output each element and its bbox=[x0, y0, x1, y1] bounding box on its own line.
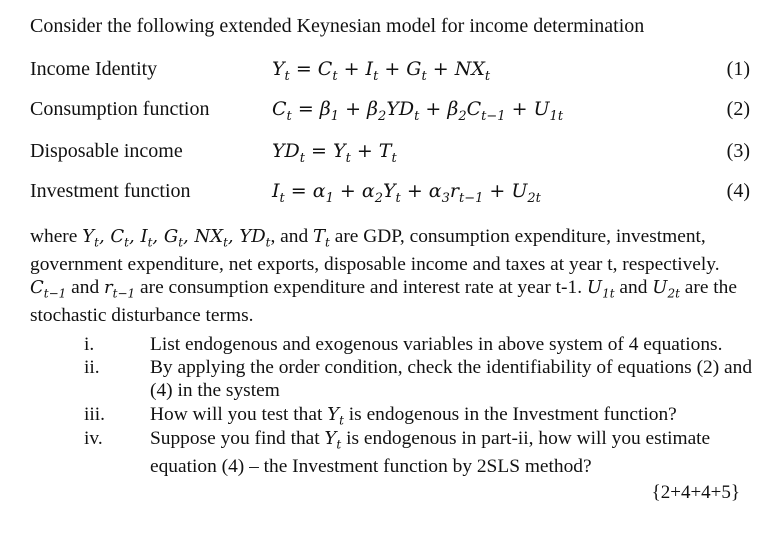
equation-number: (1) bbox=[726, 58, 750, 80]
question-text: How will you test that $Y_t$ is endogenous in the Investment function? bbox=[150, 404, 677, 428]
equation-label: Income Identity bbox=[30, 58, 158, 80]
consumption-function-equation: $C_t = \beta_1 + \beta_2YD_t + \beta_2C_{t-1} + U_{1t}$ bbox=[272, 98, 564, 124]
question-number: iii. bbox=[84, 404, 106, 425]
problem-intro: Consider the following extended Keynesian model for income determination bbox=[30, 15, 645, 37]
question-text: Suppose you find that $Y_t$ is endogenous in part-ii, how will you estimate equation (4) – the Investment function by 2SLS method? bbox=[150, 428, 711, 478]
question-number: iv. bbox=[84, 428, 103, 449]
equation-label: Disposable income bbox=[30, 140, 183, 162]
equation-number: (4) bbox=[726, 180, 750, 202]
question-number: i. bbox=[84, 334, 95, 355]
marks-allocation: {2+4+4+5} bbox=[651, 482, 740, 503]
equation-row-3 bbox=[30, 140, 750, 168]
investment-function-equation: $I_t = \alpha_1 + \alpha_2Y_t + \alpha_3r_{t-1} + U_{2t}$ bbox=[272, 180, 541, 206]
equation-row-4 bbox=[30, 180, 750, 208]
disposable-income-equation: $YD_t = Y_t + T_t$ bbox=[272, 140, 397, 166]
equation-label: Investment function bbox=[30, 180, 191, 202]
variable-definitions: where $Y_t$, $C_t$, $I_t$, $G_t$, $NX_t$, $YD_t$, and $T_t$ are GDP, consumption expenditure, investment, government expenditure, net exports, disposable income and taxes at year t, respectively. $C_{t-1}$ and $r_{t-1}$ are consumption expenditure and interest rate at year t-1. $U_{1t}$ and $U_{2t}$ are the stochastic disturbance terms. bbox=[30, 226, 737, 326]
income-identity-equation: $Y_t = C_t + I_t + G_t + NX_t$ bbox=[272, 58, 491, 84]
question-text: By applying the order condition, check the identifiability of equations (2) and (4) in the system bbox=[150, 357, 753, 401]
equation-row-1 bbox=[30, 58, 750, 86]
equation-number: (2) bbox=[726, 98, 750, 120]
question-text: List endogenous and exogenous variables in above system of 4 equations. bbox=[150, 334, 723, 355]
equation-label: Consumption function bbox=[30, 98, 210, 120]
equation-row-2 bbox=[30, 98, 750, 126]
question-number: ii. bbox=[84, 357, 100, 378]
equation-number: (3) bbox=[726, 140, 750, 162]
